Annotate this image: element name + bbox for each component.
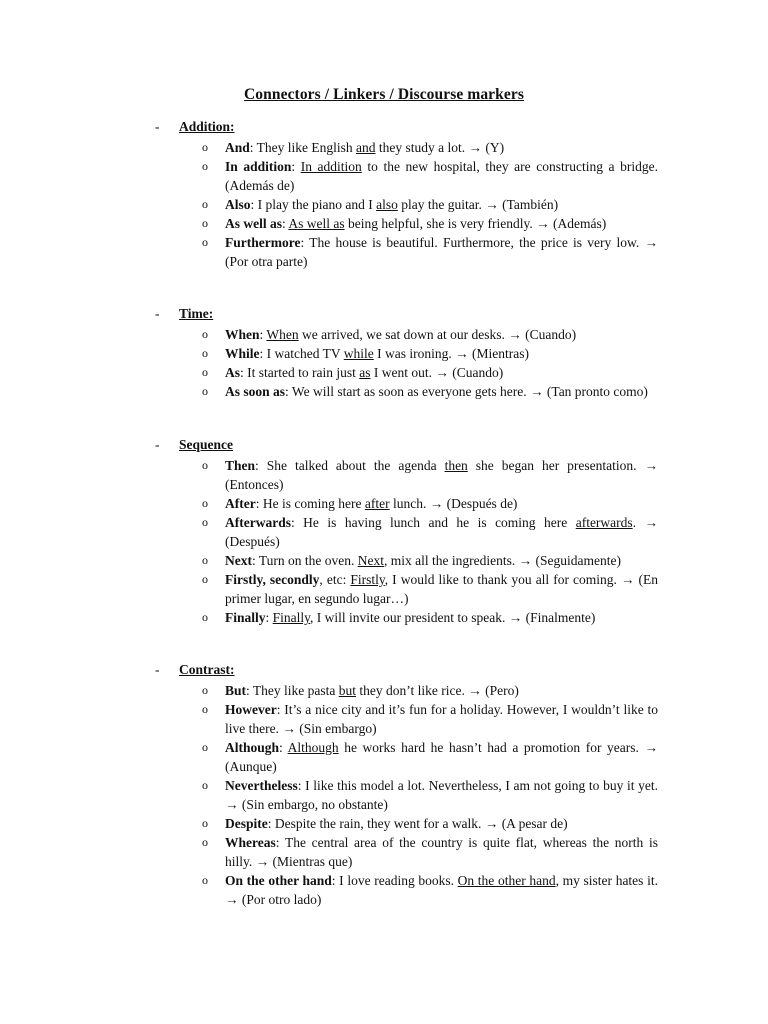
arrow-right-icon: → (484, 816, 499, 831)
list-item-text (225, 456, 658, 494)
item-list (0, 456, 768, 627)
example-text: they don’t like rice. (356, 683, 469, 698)
example-text: : I watched TV (259, 346, 344, 361)
example-text: : (282, 216, 289, 231)
connector-term: In addition (225, 159, 292, 174)
example-text: (Por otro lado) (238, 892, 322, 907)
list-item (0, 494, 768, 513)
example-text: (Después) (225, 534, 280, 549)
section-addition (0, 119, 768, 271)
section-time (0, 306, 768, 401)
arrow-right-icon: → (255, 854, 270, 869)
arrow-right-icon: → (644, 235, 658, 250)
list-item (0, 363, 768, 382)
example-text: she began her presentation. (467, 458, 645, 473)
example-text: , I will invite our president to speak. (310, 610, 509, 625)
arrow-right-icon: → (536, 216, 550, 231)
circle-bullet-icon: o (202, 572, 208, 586)
underlined-example: as (359, 365, 371, 380)
connector-term: Despite (225, 816, 268, 831)
list-item (0, 195, 768, 214)
connector-term: But (225, 683, 247, 698)
example-text: : He is having lunch and he is coming here (290, 515, 576, 530)
example-text: (Entonces) (225, 477, 284, 492)
circle-bullet-icon: o (202, 365, 208, 379)
list-item-text (225, 195, 658, 214)
connector-term: Finally (225, 610, 266, 625)
example-text: to the new hospital, they are constructing a bridge. (Además de) (225, 159, 658, 193)
example-text: : They like pasta (246, 683, 339, 698)
example-text: (Además) (549, 216, 607, 231)
connector-term: On the other hand (225, 873, 332, 888)
list-item (0, 814, 768, 833)
list-item (0, 570, 768, 608)
example-text: : She talked about the agenda (255, 458, 445, 473)
list-item (0, 551, 768, 570)
arrow-right-icon: → (282, 721, 296, 736)
example-text: (Mientras) (468, 346, 529, 361)
dash-bullet: - (155, 119, 160, 134)
example-text: (Cuando) (521, 327, 577, 342)
arrow-right-icon: → (644, 458, 658, 473)
underlined-example: In addition (300, 159, 362, 174)
example-text: (Tan pronto como) (543, 384, 648, 399)
example-text: being helpful, she is very friendly. (344, 216, 537, 231)
connector-term: While (225, 346, 260, 361)
list-item-text (225, 738, 658, 776)
dash-bullet: - (155, 306, 160, 321)
example-text: , my sister hates it. (555, 873, 658, 888)
circle-bullet-icon: o (202, 553, 208, 567)
list-item (0, 871, 768, 909)
section-heading (0, 662, 768, 681)
circle-bullet-icon: o (202, 683, 208, 697)
list-item-text (225, 157, 658, 195)
example-text: , I would like to thank you all for coming. (384, 572, 621, 587)
underlined-example: and (356, 140, 376, 155)
arrow-right-icon: → (455, 346, 469, 361)
arrow-right-icon: → (485, 197, 499, 212)
example-text: : It started to rain just (240, 365, 360, 380)
list-item-text (225, 833, 658, 871)
circle-bullet-icon: o (202, 702, 208, 716)
example-text: : (259, 327, 267, 342)
example-text: : (291, 159, 301, 174)
section-heading (0, 437, 768, 456)
list-item-text (225, 871, 658, 909)
example-text: he works hard he hasn’t had a promotion for years. (338, 740, 645, 755)
underlined-example: On the other hand (457, 873, 556, 888)
dash-bullet: - (155, 437, 160, 452)
connector-term: However (225, 702, 277, 717)
example-text: (A pesar de) (498, 816, 568, 831)
list-item (0, 456, 768, 494)
list-item-text (225, 814, 658, 833)
underlined-example: Next (357, 553, 385, 568)
underlined-example: after (364, 496, 390, 511)
list-item (0, 214, 768, 233)
circle-bullet-icon: o (202, 384, 208, 398)
arrow-right-icon: → (468, 683, 482, 698)
circle-bullet-icon: o (202, 778, 208, 792)
example-text: (Seguidamente) (532, 553, 621, 568)
circle-bullet-icon: o (202, 458, 208, 472)
underlined-example: Firstly (350, 572, 385, 587)
example-text: (Por otra parte) (225, 254, 308, 269)
list-item (0, 157, 768, 195)
connector-term: Firstly, secondly (225, 572, 320, 587)
circle-bullet-icon: o (202, 140, 208, 154)
arrow-right-icon: → (225, 892, 239, 907)
example-text: play the guitar. (397, 197, 486, 212)
list-item (0, 738, 768, 776)
connector-term: Furthermore (225, 235, 301, 250)
arrow-right-icon: → (468, 140, 483, 155)
list-item-text (225, 570, 658, 608)
connector-term: Then (225, 458, 256, 473)
underlined-example: Finally (272, 610, 311, 625)
example-text: , mix all the ingredients. (384, 553, 519, 568)
example-text: : (265, 610, 273, 625)
connector-term: Also (225, 197, 251, 212)
connector-term: And (225, 140, 250, 155)
list-item (0, 700, 768, 738)
list-item-text (225, 325, 658, 344)
example-text: : It’s a nice city and it’s fun for a holiday. However, I wouldn’t like to live there. (225, 702, 658, 736)
underlined-example: then (444, 458, 468, 473)
list-item (0, 833, 768, 871)
connector-term: As soon as (225, 384, 286, 399)
example-text: they study a lot. (375, 140, 469, 155)
example-text: (Y) (482, 140, 505, 155)
connector-term: Although (225, 740, 280, 755)
example-text: : The central area of the country is quite flat, whereas the north is hilly. (225, 835, 658, 869)
example-text: I went out. (370, 365, 436, 380)
list-item-text (225, 681, 658, 700)
section-title: Addition: (179, 119, 235, 134)
section-title: Sequence (179, 437, 233, 452)
item-list (0, 681, 768, 909)
circle-bullet-icon: o (202, 235, 208, 249)
circle-bullet-icon: o (202, 515, 208, 529)
example-text: (Después de) (443, 496, 518, 511)
circle-bullet-icon: o (202, 835, 208, 849)
example-text: (Finalmente) (522, 610, 596, 625)
example-text: I was ironing. (373, 346, 456, 361)
underlined-example: When (266, 327, 299, 342)
arrow-right-icon: → (508, 610, 523, 625)
circle-bullet-icon: o (202, 216, 208, 230)
example-text: (Aunque) (225, 759, 277, 774)
underlined-example: but (338, 683, 357, 698)
arrow-right-icon: → (508, 327, 522, 342)
arrow-right-icon: → (225, 797, 239, 812)
example-text: : They like English (249, 140, 357, 155)
example-text: : I like this model a lot. Nevertheless, I am not going to buy it yet. (297, 778, 658, 793)
connector-term: As (225, 365, 241, 380)
list-item-text (225, 382, 658, 401)
list-item-text (225, 138, 658, 157)
section-title: Contrast: (179, 662, 235, 677)
list-item-text (225, 608, 658, 627)
example-text: : The house is beautiful. Furthermore, the price is very low. (300, 235, 645, 250)
connector-term: Next (225, 553, 252, 568)
list-item-text (225, 776, 658, 814)
example-text: : He is coming here (255, 496, 365, 511)
example-text: (Mientras que) (269, 854, 353, 869)
section-sequence (0, 437, 768, 627)
underlined-example: Although (287, 740, 339, 755)
underlined-example: afterwards (575, 515, 633, 530)
example-text: (Cuando) (448, 365, 504, 380)
circle-bullet-icon: o (202, 496, 208, 510)
example-text: , etc: (319, 572, 351, 587)
example-text: : (279, 740, 288, 755)
connector-term: Nevertheless (225, 778, 298, 793)
circle-bullet-icon: o (202, 327, 208, 341)
list-item (0, 344, 768, 363)
section-heading (0, 119, 768, 138)
connector-term: When (225, 327, 260, 342)
arrow-right-icon: → (518, 553, 533, 568)
example-text: : I love reading books. (331, 873, 458, 888)
list-item-text (225, 700, 658, 738)
arrow-right-icon: → (644, 740, 658, 755)
list-item (0, 325, 768, 344)
list-item-text (225, 363, 658, 382)
circle-bullet-icon: o (202, 346, 208, 360)
list-item-text (225, 344, 658, 363)
example-text: (Sin embargo) (295, 721, 377, 736)
list-item (0, 233, 768, 271)
example-text: : Turn on the oven. (252, 553, 358, 568)
arrow-right-icon: → (620, 572, 635, 587)
list-item (0, 681, 768, 700)
list-item-text (225, 214, 658, 233)
page-title: Connectors / Linkers / Discourse markers (244, 86, 524, 103)
connector-term: After (225, 496, 256, 511)
section-title: Time: (179, 306, 214, 321)
arrow-right-icon: → (644, 515, 658, 530)
example-text: : Despite the rain, they went for a walk. (267, 816, 485, 831)
circle-bullet-icon: o (202, 159, 208, 173)
connector-term: Whereas (225, 835, 276, 850)
example-text: : We will start as soon as everyone gets here. (285, 384, 531, 399)
example-text: (Pero) (481, 683, 519, 698)
list-item-text (225, 494, 658, 513)
example-text: . (632, 515, 645, 530)
underlined-example: while (343, 346, 374, 361)
arrow-right-icon: → (429, 496, 444, 511)
underlined-example: As well as (288, 216, 345, 231)
section-heading (0, 306, 768, 325)
list-item (0, 513, 768, 551)
example-text: lunch. (389, 496, 430, 511)
arrow-right-icon: → (435, 365, 449, 380)
circle-bullet-icon: o (202, 610, 208, 624)
list-item (0, 138, 768, 157)
list-item (0, 776, 768, 814)
connector-term: Afterwards (225, 515, 291, 530)
list-item-text (225, 551, 658, 570)
list-item (0, 382, 768, 401)
example-text: (También) (498, 197, 559, 212)
item-list (0, 138, 768, 271)
example-text: (En primer lugar, en segundo lugar…) (225, 572, 658, 606)
example-text: : I play the piano and I (250, 197, 377, 212)
arrow-right-icon: → (530, 384, 544, 399)
circle-bullet-icon: o (202, 816, 208, 830)
circle-bullet-icon: o (202, 197, 208, 211)
example-text: (Sin embargo, no obstante) (238, 797, 388, 812)
item-list (0, 325, 768, 401)
circle-bullet-icon: o (202, 740, 208, 754)
connector-term: As well as (225, 216, 282, 231)
list-item-text (225, 513, 658, 551)
underlined-example: also (376, 197, 398, 212)
list-item (0, 608, 768, 627)
dash-bullet: - (155, 662, 160, 677)
circle-bullet-icon: o (202, 873, 208, 887)
example-text: we arrived, we sat down at our desks. (298, 327, 509, 342)
section-contrast (0, 662, 768, 909)
list-item-text (225, 233, 658, 271)
